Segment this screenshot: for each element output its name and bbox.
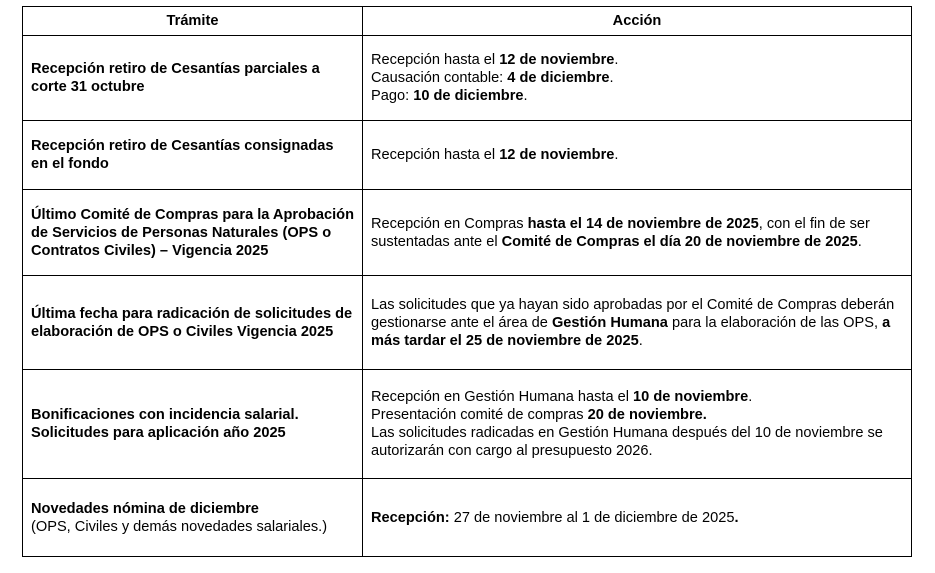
tramite-text: Última fecha para radicación de solicitudes de elaboración de OPS o Civiles Vigencia 2025 [31,305,353,340]
accion-highlight: 10 de diciembre [413,88,524,104]
accion-line [371,69,903,87]
table-row [23,370,912,479]
header-tramite: Trámite [23,7,363,36]
accion-text: Recepción hasta el [371,52,500,68]
accion-text: para la elaboración de las OPS, [667,314,883,331]
accion-line [371,296,903,350]
accion-text: Las solicitudes que ya hayan sido aprobadas por el Comité de Compras deberán gestionarse ante el área de [371,296,895,331]
accion-line [371,215,903,251]
accion-text: Recepción en Gestión Humana hasta el [371,389,634,405]
accion-line [371,388,903,406]
accion-text: . [523,88,528,104]
accion-text: . [609,70,614,86]
tramite-cell [23,276,363,370]
accion-text: Recepción hasta el [371,147,500,163]
accion-highlight: 12 de noviembre [499,147,615,163]
accion-text: . [614,52,619,68]
accion-line [371,146,903,164]
accion-text: . [857,233,862,250]
accion-highlight: 4 de diciembre [507,70,610,86]
accion-text: . [638,332,643,349]
tramite-text: Recepción retiro de Cesantías consignadas en el fondo [31,138,334,172]
tramite-text: Recepción retiro de Cesantías parciales a corte 31 octubre [31,61,320,95]
accion-highlight: 10 de noviembre [633,389,749,405]
accion-cell [363,276,912,370]
tramite-text: Novedades nómina de diciembre [31,500,259,517]
accion-highlight: 20 de noviembre. [587,407,707,423]
tramite-cell [23,121,363,190]
accion-highlight: hasta el 14 de noviembre de 2025 [527,215,759,232]
accion-cell [363,479,912,557]
accion-text: . [748,389,753,405]
accion-highlight: a más tardar el 25 de noviembre de 2025 [371,314,891,349]
accion-text: Recepción en Compras [371,215,528,232]
schedule-table [22,6,912,557]
accion-text: Las solicitudes radicadas en Gestión Humana después del 10 de noviembre se autorizarán con cargo al presupuesto 2026. [371,425,883,459]
accion-text: 27 de noviembre al 1 de diciembre de 2025 [449,509,735,526]
accion-text: Pago: [371,88,414,104]
accion-line [371,424,903,460]
accion-highlight: Recepción: [371,509,450,526]
accion-text: , con el fin de ser sustentadas ante el [371,215,870,250]
accion-highlight: Gestión Humana [551,314,668,331]
tramite-cell [23,36,363,121]
accion-cell [363,121,912,190]
accion-line [371,509,903,527]
tramite-cell [23,479,363,557]
accion-line [371,87,903,105]
header-accion: Acción [363,7,912,36]
accion-line [371,406,903,424]
tramite-text: Bonificaciones con incidencia salarial. Solicitudes para aplicación año 2025 [31,407,299,441]
accion-text: Causación contable: [371,70,508,86]
table-row [23,121,912,190]
accion-highlight: . [734,509,739,526]
accion-text: Presentación comité de compras [371,407,588,423]
tramite-subtext: (OPS, Civiles y demás novedades salariales.) [31,518,328,535]
accion-cell [363,370,912,479]
accion-cell [363,36,912,121]
table-row [23,36,912,121]
table-row [23,190,912,276]
table-row [23,276,912,370]
accion-text: . [614,147,619,163]
table-row [23,479,912,557]
tramite-text: Último Comité de Compras para la Aprobación de Servicios de Personas Naturales (OPS o Contratos Civiles) – Vigencia 2025 [31,206,355,259]
accion-line [371,51,903,69]
tramite-cell [23,190,363,276]
tramite-cell [23,370,363,479]
header-row [23,7,912,36]
accion-cell [363,190,912,276]
accion-highlight: Comité de Compras el día 20 de noviembre de 2025 [501,233,858,250]
accion-highlight: 12 de noviembre [499,52,615,68]
